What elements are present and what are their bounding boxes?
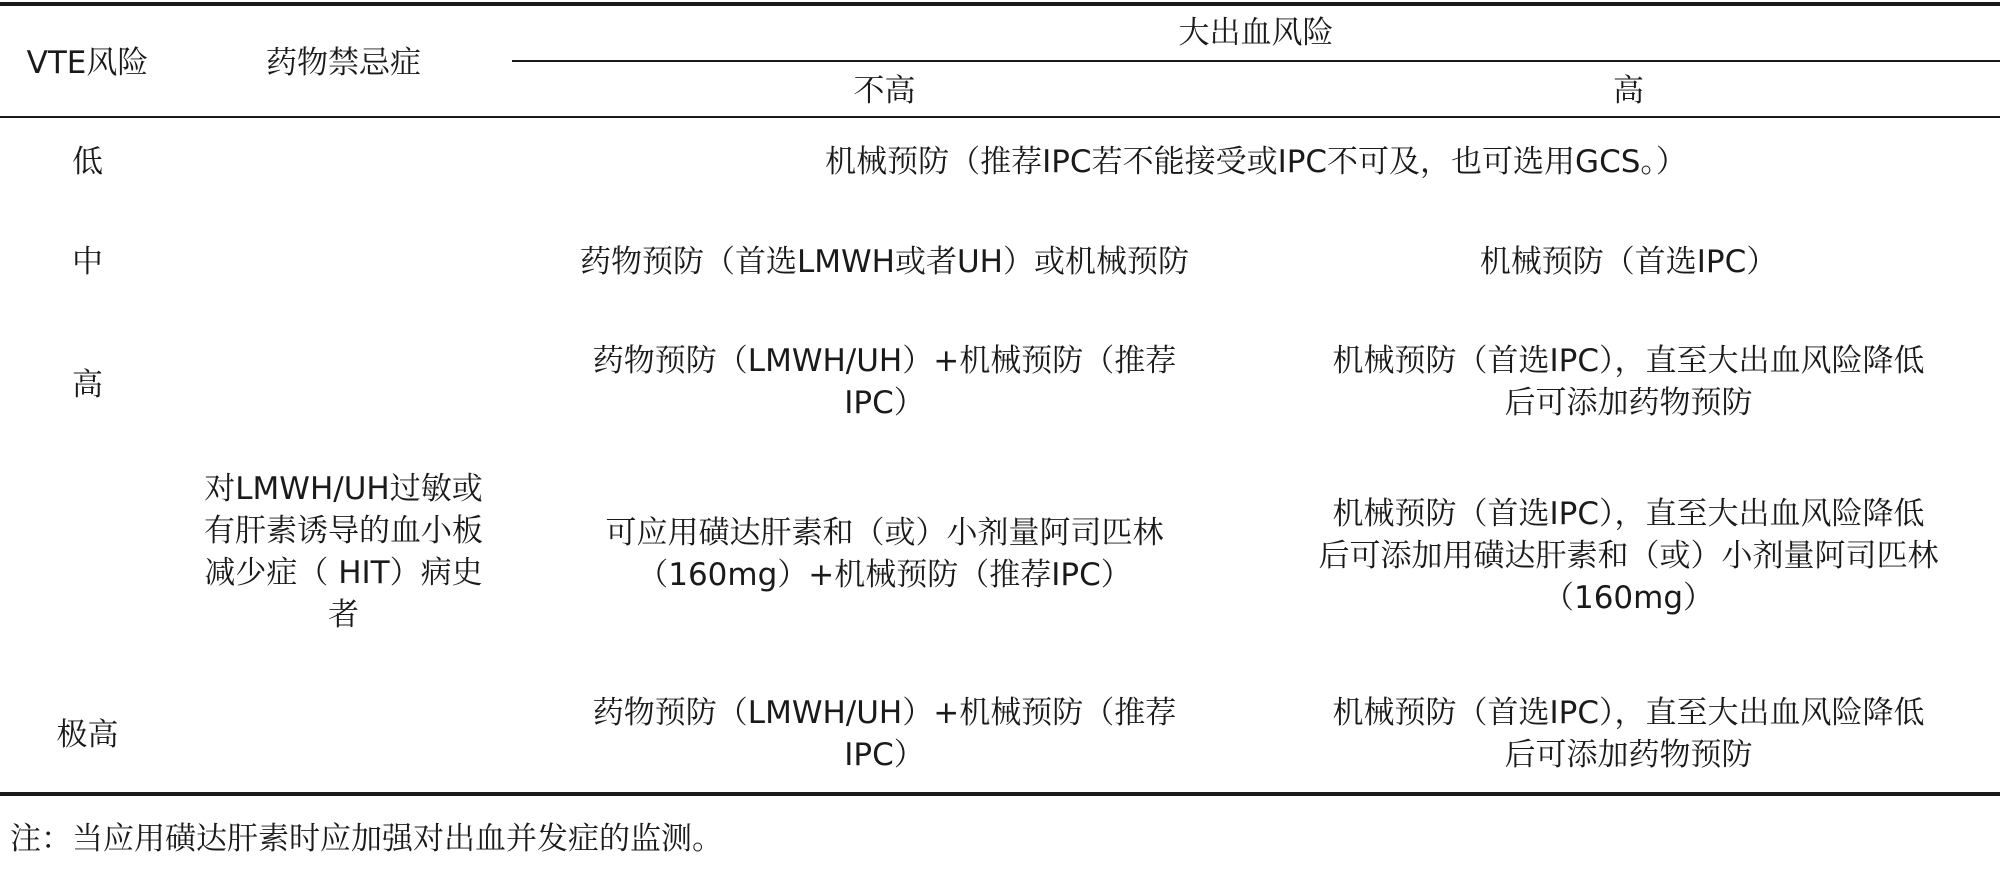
row-low-merged: 机械预防（推荐IPC若不能接受或IPC不可及，也可选用GCS。） bbox=[825, 144, 1687, 180]
row-contra-high-line-3: （160mg） bbox=[1542, 580, 1715, 616]
row-high-high-line-2: 后可添加药物预防 bbox=[1504, 385, 1753, 421]
row-mid-high: 机械预防（首选IPC） bbox=[1479, 244, 1778, 280]
row-very-high-vte: 极高 bbox=[56, 717, 119, 753]
row-contra-high-line-1: 机械预防（首选IPC），直至大出血风险降低 bbox=[1332, 496, 1925, 532]
header-not-high: 不高 bbox=[853, 73, 916, 109]
table-top-rule bbox=[0, 2, 2000, 6]
header-vte-risk: VTE风险 bbox=[26, 45, 149, 81]
header-drug-contraindication: 药物禁忌症 bbox=[266, 45, 421, 81]
table-footnote: 注：当应用磺达肝素时应加强对出血并发症的监测。 bbox=[10, 821, 723, 857]
row-very-high-not-high-line-2: IPC） bbox=[844, 737, 925, 773]
row-high-not-high-line-2: IPC） bbox=[844, 385, 925, 421]
row-very-high-high-line-2: 后可添加药物预防 bbox=[1504, 737, 1753, 773]
row-very-high-high-line-1: 机械预防（首选IPC），直至大出血风险降低 bbox=[1332, 695, 1925, 731]
row-contra-contraindication-line-1: 对LMWH/UH过敏或 bbox=[204, 471, 483, 507]
bleeding-risk-subheader-rule bbox=[512, 60, 2000, 62]
row-contra-not-high-line-1: 可应用磺达肝素和（或）小剂量阿司匹林 bbox=[605, 515, 1164, 551]
row-contra-contraindication-line-2: 有肝素诱导的血小板 bbox=[204, 513, 483, 549]
table-bottom-rule bbox=[0, 792, 2000, 796]
row-high-vte: 高 bbox=[72, 367, 103, 403]
row-high-not-high-line-1: 药物预防（LMWH/UH）+机械预防（推荐 bbox=[592, 343, 1177, 379]
row-contra-not-high-line-2: （160mg）+机械预防（推荐IPC） bbox=[637, 557, 1132, 593]
row-contra-high-line-2: 后可添加用磺达肝素和（或）小剂量阿司匹林 bbox=[1318, 538, 1939, 574]
row-low-vte: 低 bbox=[72, 144, 103, 180]
header-high: 高 bbox=[1613, 73, 1644, 109]
header-bleeding-risk: 大出血风险 bbox=[1178, 15, 1334, 51]
row-very-high-not-high-line-1: 药物预防（LMWH/UH）+机械预防（推荐 bbox=[592, 695, 1177, 731]
row-mid-vte: 中 bbox=[72, 244, 103, 280]
row-high-high-line-1: 机械预防（首选IPC），直至大出血风险降低 bbox=[1332, 343, 1925, 379]
row-contra-contraindication-line-3: 减少症（ HIT）病史 bbox=[204, 555, 483, 591]
row-contra-contraindication-line-4: 者 bbox=[328, 597, 359, 633]
row-mid-not-high: 药物预防（首选LMWH或者UH）或机械预防 bbox=[580, 244, 1189, 280]
header-bottom-rule bbox=[0, 116, 2000, 118]
